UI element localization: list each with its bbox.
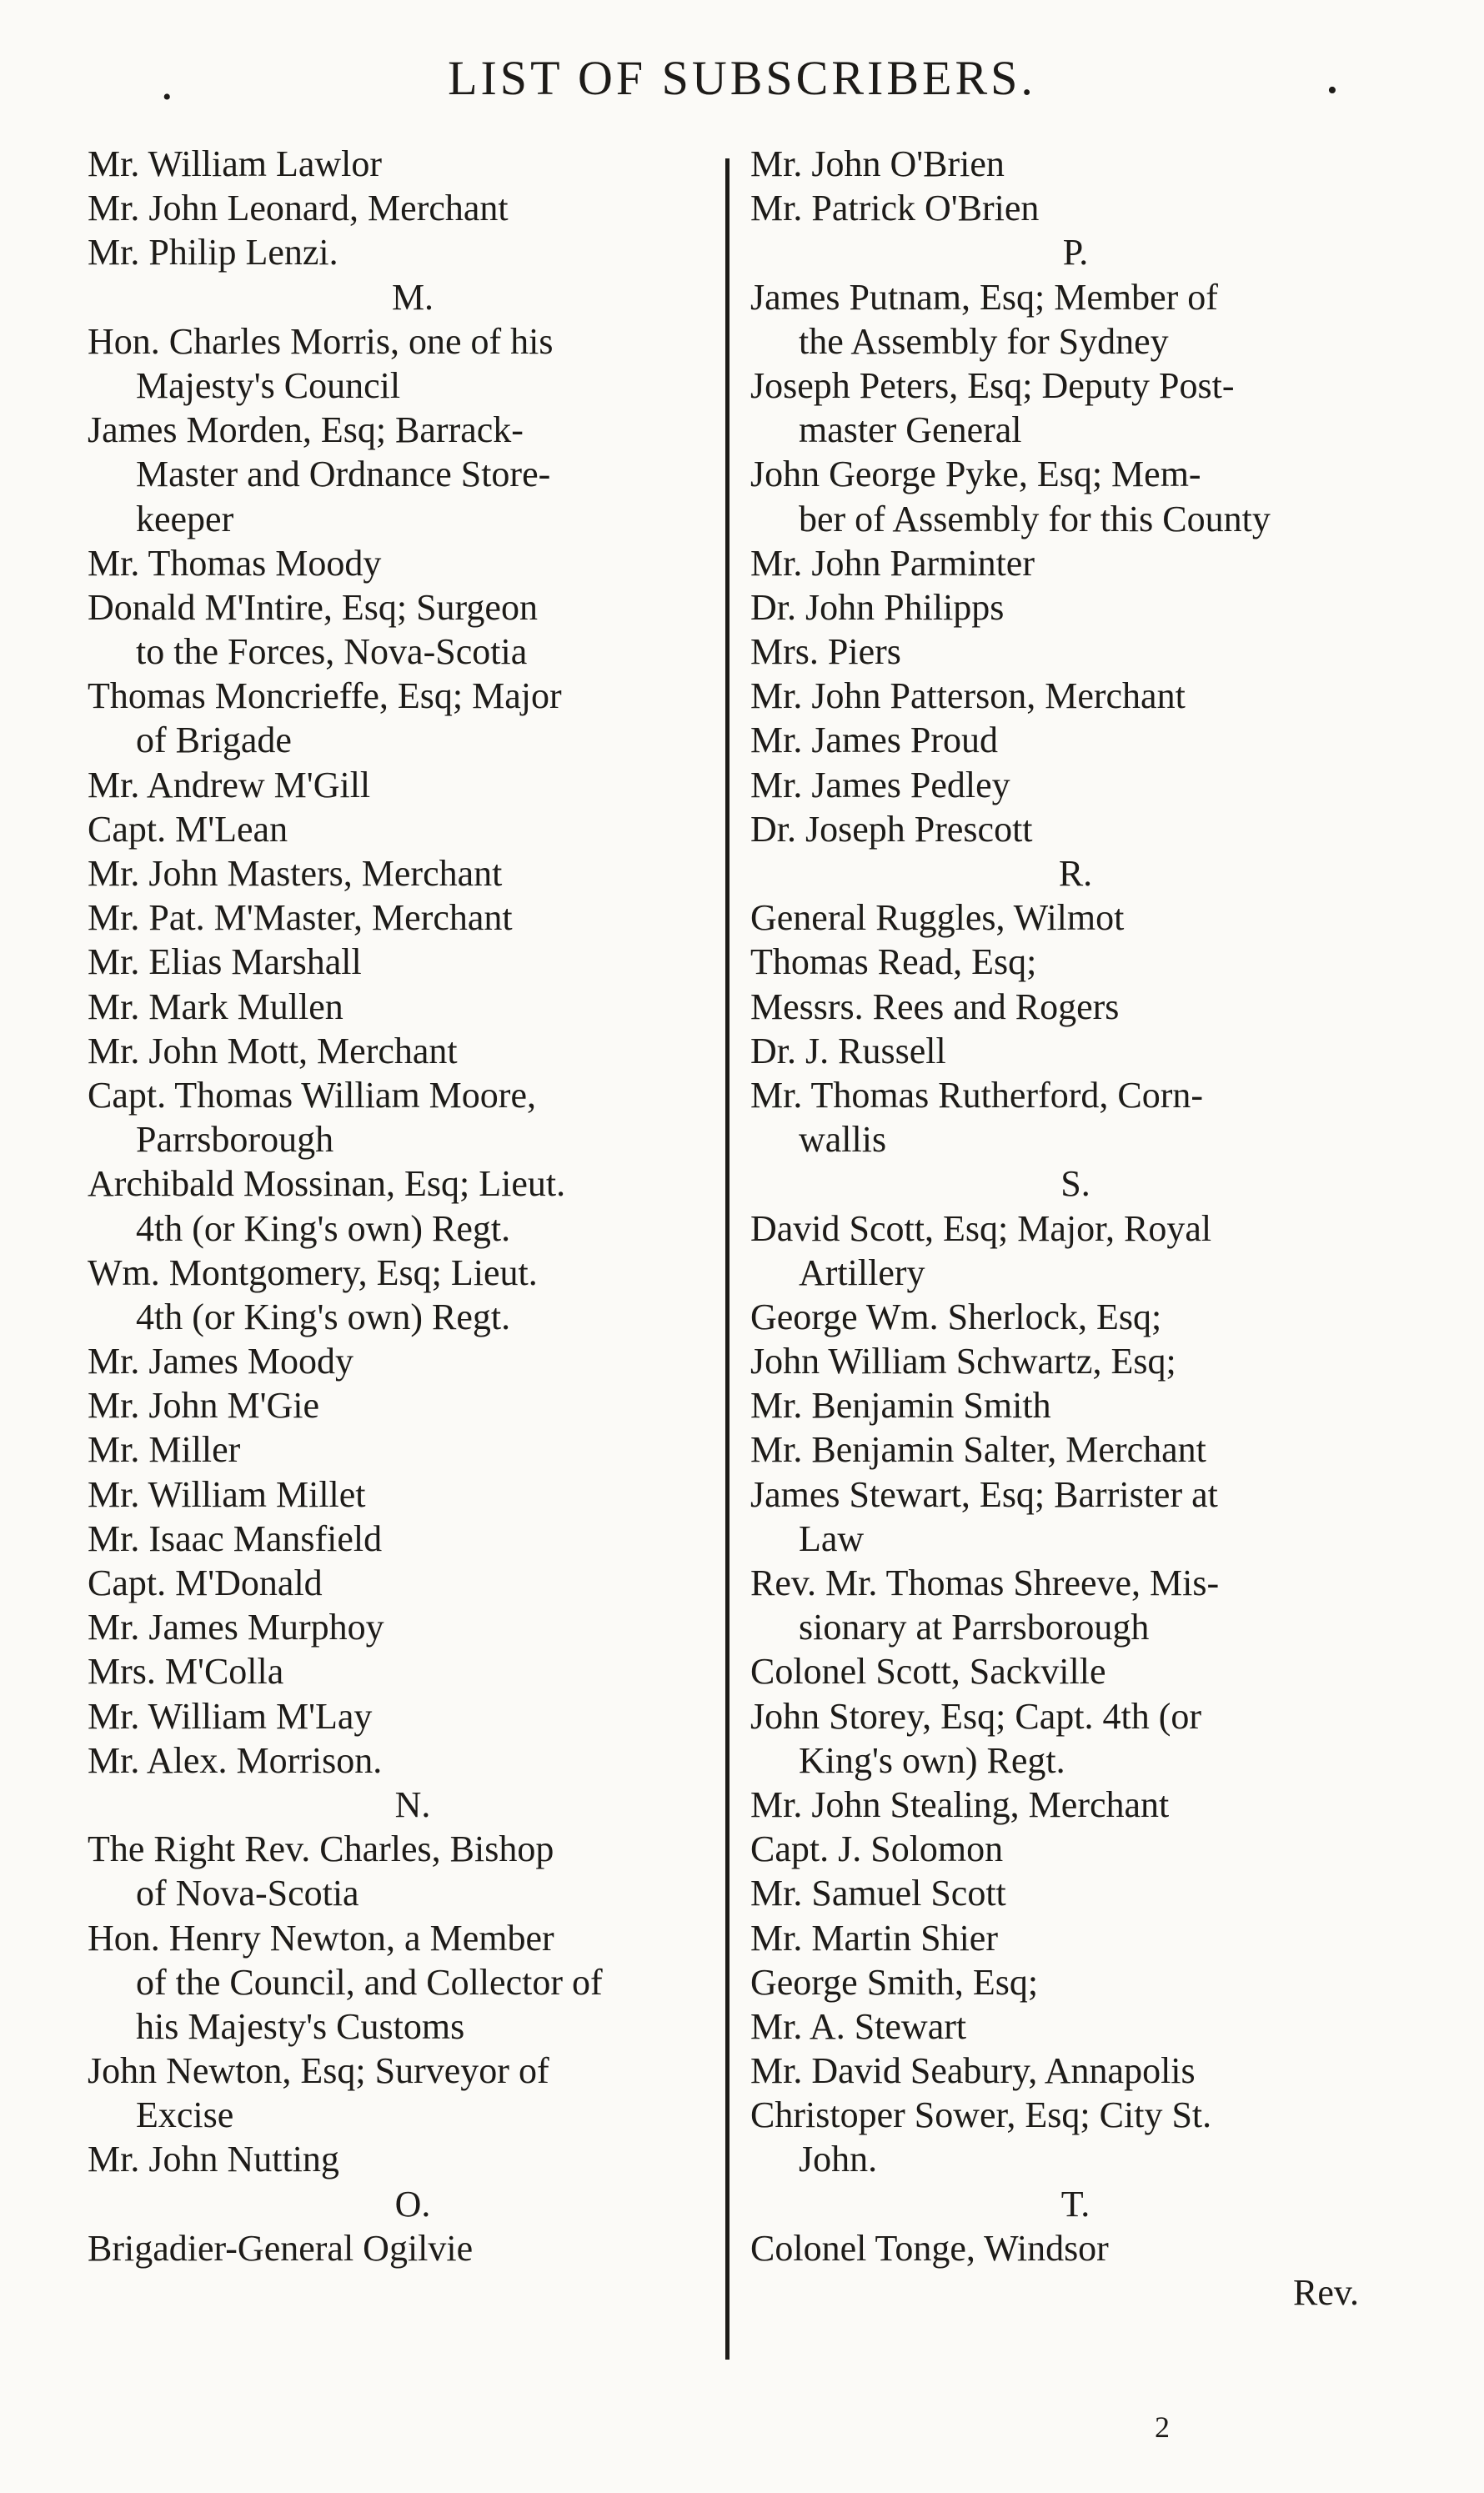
subscriber-entry-continuation: Parrsborough	[136, 1119, 334, 1161]
page-title: LIST OF SUBSCRIBERS.	[448, 51, 1036, 105]
subscriber-entry-continuation: 4th (or King's own) Regt.	[136, 1296, 511, 1337]
subscriber-entry: Hon. Charles Morris, one of his	[88, 320, 554, 362]
subscriber-entry: Thomas Read, Esq;	[750, 941, 1037, 983]
subscriber-entry-continuation: 4th (or King's own) Regt.	[136, 1207, 511, 1249]
subscriber-entry-continuation: sionary at Parrsborough	[799, 1607, 1150, 1648]
subscriber-entry: Mr. John O'Brien	[750, 143, 1005, 184]
subscriber-entry: George Smith, Esq;	[750, 1961, 1039, 2003]
right-column	[750, 142, 1401, 2315]
section-letter: S.	[1060, 1163, 1090, 1205]
subscriber-entry-continuation: Excise	[136, 2094, 234, 2136]
subscriber-entry: John Storey, Esq; Capt. 4th (or	[750, 1695, 1201, 1737]
subscriber-entry-continuation: the Assembly for Sydney	[799, 320, 1169, 362]
subscriber-entry-continuation: of the Council, and Collector of	[136, 1961, 603, 2003]
subscriber-entry: Mr. John Stealing, Merchant	[750, 1783, 1170, 1825]
subscriber-entry: Mr. Miller	[88, 1429, 241, 1471]
subscriber-entry: Mr. David Seabury, Annapolis	[750, 2050, 1196, 2092]
subscriber-entry: Mr. Pat. M'Master, Merchant	[88, 897, 513, 939]
subscriber-entry: Mr. A. Stewart	[750, 2005, 967, 2047]
subscriber-entry: Hon. Henry Newton, a Member	[88, 1917, 554, 1959]
subscriber-entry: Donald M'Intire, Esq; Surgeon	[88, 586, 538, 628]
section-letter: T.	[1060, 2183, 1090, 2225]
subscriber-entry: Mr. Benjamin Smith	[750, 1385, 1051, 1427]
subscriber-entry: Mr. James Murphoy	[88, 1607, 384, 1648]
page-header	[0, 50, 1484, 111]
left-column	[88, 142, 738, 2270]
subscriber-entry: Mr. Thomas Moody	[88, 542, 382, 584]
subscriber-entry: Mrs. Piers	[750, 631, 901, 673]
page-footer-mark: 2	[1155, 2410, 1170, 2444]
subscriber-entry: Brigadier-General Ogilvie	[88, 2227, 474, 2269]
subscriber-entry: Wm. Montgomery, Esq; Lieut.	[88, 1252, 538, 1293]
subscriber-entry: Mr. Isaac Mansfield	[88, 1517, 383, 1559]
subscriber-entry: Dr. John Philipps	[750, 586, 1005, 628]
subscriber-entry-continuation: wallis	[799, 1119, 887, 1161]
subscriber-entry: Mr. Martin Shier	[750, 1917, 998, 1959]
subscriber-entry: Mr. James Proud	[750, 720, 998, 761]
subscriber-entry: James Morden, Esq; Barrack-	[88, 409, 524, 451]
subscriber-entry: Mr. Philip Lenzi.	[88, 232, 338, 273]
subscriber-entry-continuation: his Majesty's Customs	[136, 2005, 465, 2047]
section-letter: M.	[391, 276, 434, 318]
subscriber-entry: George Wm. Sherlock, Esq;	[750, 1296, 1162, 1337]
subscriber-entry: James Stewart, Esq; Barrister at	[750, 1473, 1218, 1515]
subscriber-entry-continuation: ber of Assembly for this County	[799, 498, 1271, 539]
subscriber-entry: David Scott, Esq; Major, Royal	[750, 1207, 1212, 1249]
subscriber-entry: Mr. James Pedley	[750, 764, 1010, 805]
subscriber-entry: Dr. J. Russell	[750, 1030, 946, 1071]
page-mark-right: •	[1327, 75, 1341, 106]
subscriber-entry: Capt. Thomas William Moore,	[88, 1074, 536, 1116]
subscriber-entry: The Right Rev. Charles, Bishop	[88, 1828, 554, 1870]
subscriber-entry: Colonel Tonge, Windsor	[750, 2227, 1109, 2269]
subscriber-entry-continuation: King's own) Regt.	[799, 1739, 1065, 1781]
subscriber-entry-continuation: of Brigade	[136, 720, 292, 761]
subscriber-entry-continuation: Artillery	[799, 1252, 925, 1293]
section-letter: P.	[1062, 232, 1089, 273]
subscriber-entry-continuation: Law	[799, 1517, 865, 1559]
subscriber-entry-continuation: John.	[799, 2139, 878, 2180]
subscriber-entry-continuation: of Nova-Scotia	[136, 1873, 359, 1914]
subscriber-entry: Mr. Alex. Morrison.	[88, 1739, 383, 1781]
subscriber-entry: Mr. John M'Gie	[88, 1385, 320, 1427]
subscriber-entry: Capt. M'Donald	[88, 1563, 323, 1603]
subscriber-entry: Dr. Joseph Prescott	[750, 808, 1033, 850]
subscriber-entry: Thomas Moncrieffe, Esq; Major	[88, 675, 562, 717]
subscriber-entry: Mr. William M'Lay	[88, 1695, 373, 1737]
section-letter: O.	[394, 2183, 431, 2225]
subscriber-entry: Christoper Sower, Esq; City St.	[750, 2094, 1212, 2136]
subscriber-entry: Mr. John Masters, Merchant	[88, 853, 503, 894]
subscriber-entry: Mr. Thomas Rutherford, Corn-	[750, 1074, 1204, 1116]
subscriber-entry: John George Pyke, Esq; Mem-	[750, 454, 1201, 495]
subscriber-entry: Mr. Mark Mullen	[88, 986, 343, 1027]
subscriber-entry-continuation: Master and Ordnance Store-	[136, 454, 551, 495]
subscriber-entry-continuation: Majesty's Council	[136, 364, 401, 406]
subscriber-entry: Mr. Samuel Scott	[750, 1873, 1006, 1914]
subscriber-entry: Mr. John Nutting	[88, 2139, 339, 2180]
subscriber-entry: Mr. James Moody	[88, 1341, 353, 1382]
subscriber-entry: General Ruggles, Wilmot	[750, 897, 1125, 939]
subscriber-entry: Mr. John Leonard, Merchant	[88, 188, 509, 229]
section-letter: N.	[394, 1783, 431, 1825]
subscriber-entry: Mr. William Lawlor	[88, 143, 383, 184]
page-mark-left: •	[163, 83, 175, 111]
subscriber-entry: Messrs. Rees and Rogers	[750, 986, 1120, 1027]
subscriber-entry: Mr. Patrick O'Brien	[750, 188, 1040, 229]
subscriber-entry: Mr. John Mott, Merchant	[88, 1030, 458, 1071]
subscriber-entry: Capt. J. Solomon	[750, 1828, 1004, 1870]
column-divider	[725, 158, 729, 2360]
subscriber-entry: Mrs. M'Colla	[88, 1651, 284, 1693]
subscriber-entry: Colonel Scott, Sackville	[750, 1651, 1106, 1693]
subscriber-entry: Archibald Mossinan, Esq; Lieut.	[88, 1163, 566, 1205]
subscriber-entry-continuation: to the Forces, Nova-Scotia	[136, 631, 528, 673]
subscriber-entry-continuation: master General	[799, 409, 1022, 451]
subscriber-entry: Mr. John Patterson, Merchant	[750, 675, 1186, 717]
subscriber-entry: Rev. Mr. Thomas Shreeve, Mis-	[750, 1563, 1220, 1603]
subscriber-entry: Mr. Benjamin Salter, Merchant	[750, 1429, 1206, 1471]
subscriber-entry: John William Schwartz, Esq;	[750, 1341, 1176, 1382]
subscriber-entry: Mr. John Parminter	[750, 542, 1035, 584]
subscriber-entry: Mr. Andrew M'Gill	[88, 764, 371, 805]
subscriber-entry: Mr. Elias Marshall	[88, 941, 362, 983]
subscriber-entry-continuation: keeper	[136, 498, 234, 539]
subscriber-entry: James Putnam, Esq; Member of	[750, 276, 1218, 318]
catchword: Rev.	[1292, 2272, 1359, 2313]
section-letter: R.	[1058, 853, 1093, 894]
subscriber-entry: John Newton, Esq; Surveyor of	[88, 2050, 549, 2092]
subscriber-entry: Mr. William Millet	[88, 1473, 366, 1515]
subscriber-entry: Capt. M'Lean	[88, 808, 288, 850]
subscriber-entry: Joseph Peters, Esq; Deputy Post-	[750, 364, 1235, 406]
